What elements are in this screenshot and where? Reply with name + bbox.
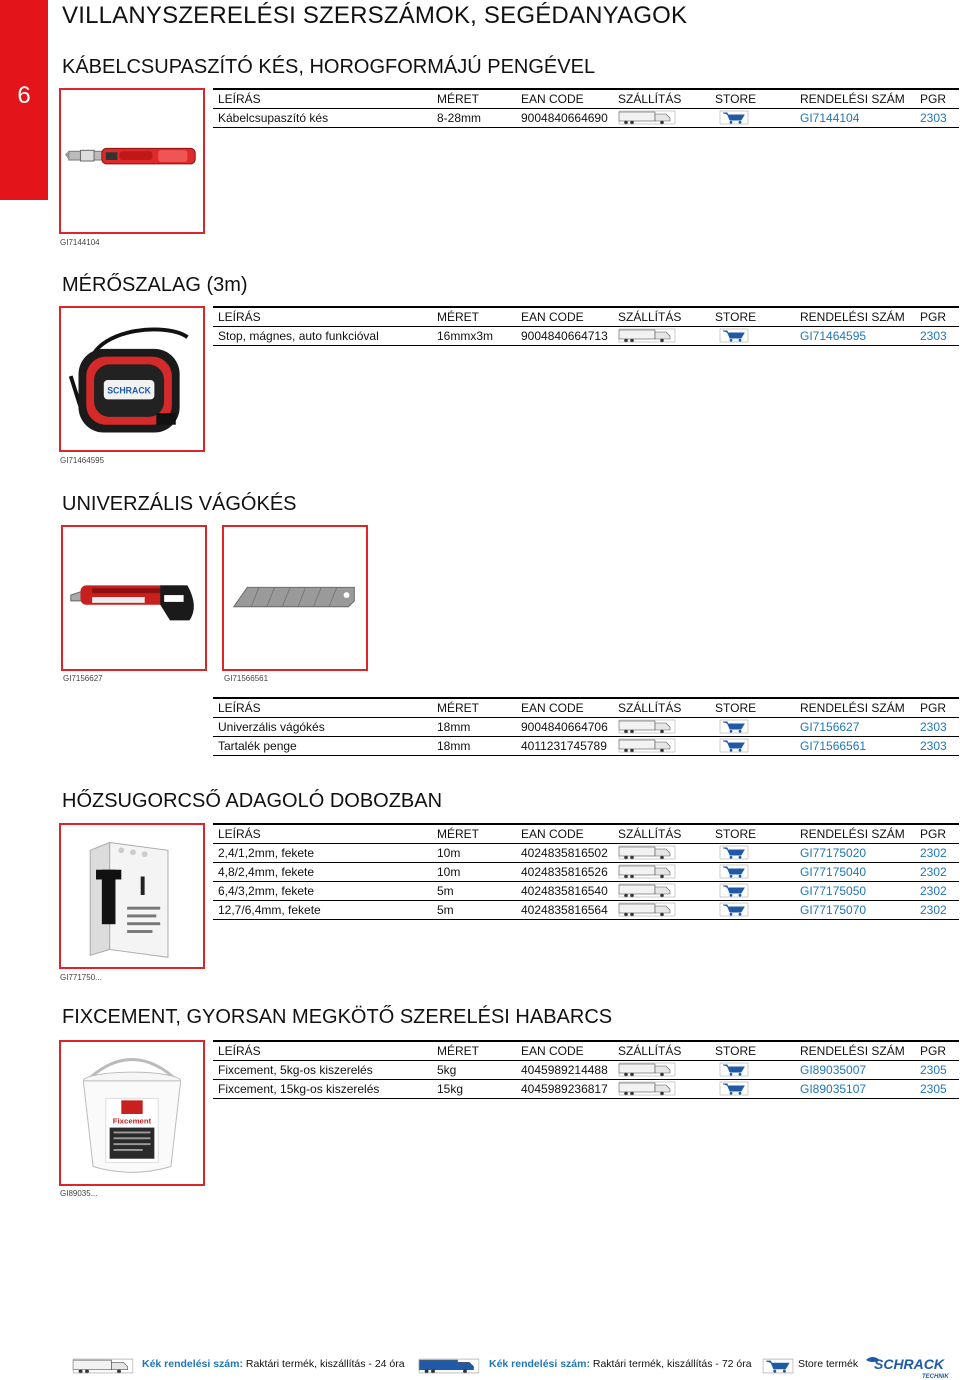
logo-text: SCHRACK: [874, 1356, 944, 1372]
delivery-truck-icon: [618, 864, 676, 879]
cell-size: 18mm: [432, 736, 516, 755]
page-number: 6: [17, 82, 31, 109]
cell-description: Stop, mágnes, auto funkcióval: [213, 326, 432, 345]
col-header-ean: EAN CODE: [516, 1041, 613, 1060]
cell-store: [710, 1060, 795, 1079]
legend-24h: [142, 1358, 405, 1370]
col-header-ean: EAN CODE: [516, 89, 613, 108]
table-header-row: [213, 89, 959, 108]
store-cart-icon: [719, 883, 749, 898]
cell-order-number[interactable]: GI71464595: [795, 326, 915, 345]
col-header-pgr: PGR: [915, 698, 959, 717]
cell-pgr: 2303: [915, 108, 959, 127]
col-header-order-number: RENDELÉSI SZÁM: [795, 698, 915, 717]
cell-order-number[interactable]: GI7144104: [795, 108, 915, 127]
cell-ean: 9004840664690: [516, 108, 613, 127]
store-cart-icon: [719, 328, 749, 343]
col-header-description: LEÍRÁS: [213, 307, 432, 326]
col-header-shipping: SZÁLLÍTÁS: [613, 1041, 710, 1060]
footer-legend: [0, 1352, 960, 1380]
delivery-truck-icon: [618, 719, 676, 734]
cell-description: 6,4/3,2mm, fekete: [213, 881, 432, 900]
section-title-utility-knife: UNIVERZÁLIS VÁGÓKÉS: [62, 493, 297, 515]
store-cart-icon: [719, 845, 749, 860]
page-number-tab: [0, 0, 48, 200]
col-header-ean: EAN CODE: [516, 824, 613, 843]
table-header-row: [213, 698, 959, 717]
product-table-fixcement: [213, 1040, 959, 1099]
delivery-truck-blue-icon: [416, 1358, 482, 1374]
col-header-shipping: SZÁLLÍTÁS: [613, 89, 710, 108]
product-image-spare-blade: [222, 525, 368, 671]
legend-text: Raktári termék, kiszállítás - 72 óra: [589, 1358, 752, 1370]
col-header-description: LEÍRÁS: [213, 824, 432, 843]
store-cart-icon: [719, 864, 749, 879]
col-header-pgr: PGR: [915, 89, 959, 108]
cell-ean: 4045989236817: [516, 1079, 613, 1098]
product-table-tape-measure: [213, 306, 959, 346]
col-header-shipping: SZÁLLÍTÁS: [613, 824, 710, 843]
store-cart-icon: [719, 902, 749, 917]
delivery-truck-icon: [618, 845, 676, 860]
logo-subtext: TECHNIK: [922, 1374, 949, 1380]
cell-store: [710, 1079, 795, 1098]
cell-description: 4,8/2,4mm, fekete: [213, 862, 432, 881]
cell-size: 16mmx3m: [432, 326, 516, 345]
col-header-size: MÉRET: [432, 698, 516, 717]
cell-shipping: [613, 881, 710, 900]
store-cart-icon: [719, 1081, 749, 1096]
col-header-store: STORE: [710, 307, 795, 326]
cell-ean: 9004840664713: [516, 326, 613, 345]
cell-store: [710, 881, 795, 900]
col-header-pgr: PGR: [915, 307, 959, 326]
section-title-fixcement: FIXCEMENT, GYORSAN MEGKÖTŐ SZERELÉSI HABARCS: [62, 1006, 613, 1028]
section-title-heat-shrink: HŐZSUGORCSŐ ADAGOLÓ DOBOZBAN: [62, 790, 443, 812]
delivery-truck-icon: [70, 1358, 136, 1374]
image-caption: GI71566561: [224, 674, 269, 683]
delivery-truck-icon: [618, 902, 676, 917]
cell-description: Tartalék penge: [213, 736, 432, 755]
cell-ean: 4024835816540: [516, 881, 613, 900]
section-title-cable-stripper: KÁBELCSUPASZÍTÓ KÉS, HOROGFORMÁJÚ PENGÉVEL: [62, 56, 596, 78]
store-cart-icon: [762, 1358, 794, 1374]
box-label: I: [138, 870, 147, 902]
image-caption: GI71464595: [60, 456, 105, 465]
legend-label: Kék rendelési szám:: [142, 1358, 243, 1370]
cell-ean: 4045989214488: [516, 1060, 613, 1079]
product-table-utility-knife: [213, 697, 959, 756]
cell-shipping: [613, 900, 710, 919]
cell-shipping: [613, 736, 710, 755]
cell-order-number[interactable]: GI77175070: [795, 900, 915, 919]
cell-ean: 9004840664706: [516, 717, 613, 736]
cell-ean: 4024835816564: [516, 900, 613, 919]
cell-store: [710, 843, 795, 862]
cell-pgr: 2303: [915, 326, 959, 345]
cell-store: [710, 717, 795, 736]
legend-store: Store termék: [798, 1358, 859, 1370]
table-row: [213, 736, 959, 755]
col-header-size: MÉRET: [432, 824, 516, 843]
cell-order-number[interactable]: GI89035007: [795, 1060, 915, 1079]
col-header-description: LEÍRÁS: [213, 89, 432, 108]
col-header-store: STORE: [710, 824, 795, 843]
cell-shipping: [613, 717, 710, 736]
cell-size: 10m: [432, 843, 516, 862]
product-table-heat-shrink: [213, 823, 959, 920]
table-row: [213, 1079, 959, 1098]
legend-72h: [489, 1358, 752, 1370]
col-header-order-number: RENDELÉSI SZÁM: [795, 89, 915, 108]
table-row: [213, 881, 959, 900]
cell-ean: 4011231745789: [516, 736, 613, 755]
cell-description: Fixcement, 5kg-os kiszerelés: [213, 1060, 432, 1079]
cell-order-number[interactable]: GI89035107: [795, 1079, 915, 1098]
table-row: [213, 1060, 959, 1079]
delivery-truck-icon: [618, 883, 676, 898]
cell-ean: 4024835816526: [516, 862, 613, 881]
cell-order-number[interactable]: GI71566561: [795, 736, 915, 755]
table-header-row: [213, 824, 959, 843]
col-header-shipping: SZÁLLÍTÁS: [613, 307, 710, 326]
delivery-truck-icon: [618, 1062, 676, 1077]
cell-shipping: [613, 108, 710, 127]
col-header-order-number: RENDELÉSI SZÁM: [795, 824, 915, 843]
store-cart-icon: [719, 719, 749, 734]
cell-store: [710, 736, 795, 755]
store-cart-icon: [719, 110, 749, 125]
legend-label: Kék rendelési szám:: [489, 1358, 590, 1370]
col-header-size: MÉRET: [432, 1041, 516, 1060]
col-header-size: MÉRET: [432, 89, 516, 108]
image-caption: GI771750...: [60, 973, 102, 982]
table-row: [213, 108, 959, 127]
cell-pgr: 2302: [915, 843, 959, 862]
col-header-pgr: PGR: [915, 824, 959, 843]
col-header-size: MÉRET: [432, 307, 516, 326]
col-header-store: STORE: [710, 89, 795, 108]
cell-store: [710, 108, 795, 127]
delivery-truck-icon: [618, 110, 676, 125]
cell-size: 10m: [432, 862, 516, 881]
table-row: [213, 717, 959, 736]
cell-order-number[interactable]: GI77175050: [795, 881, 915, 900]
cell-size: 18mm: [432, 717, 516, 736]
cell-size: 15kg: [432, 1079, 516, 1098]
cell-store: [710, 862, 795, 881]
cell-size: 8-28mm: [432, 108, 516, 127]
cell-description: 12,7/6,4mm, fekete: [213, 900, 432, 919]
cell-pgr: 2305: [915, 1079, 959, 1098]
product-table-cable-stripper: [213, 88, 959, 128]
table-header-row: [213, 307, 959, 326]
bucket-brand-label: Fixcement: [112, 1116, 152, 1126]
section-title-tape-measure: MÉRŐSZALAG (3m): [62, 274, 248, 296]
col-header-description: LEÍRÁS: [213, 1041, 432, 1060]
page-title: VILLANYSZERELÉSI SZERSZÁMOK, SEGÉDANYAGOK: [62, 2, 688, 29]
cell-pgr: 2303: [915, 736, 959, 755]
cell-shipping: [613, 843, 710, 862]
col-header-shipping: SZÁLLÍTÁS: [613, 698, 710, 717]
cell-description: 2,4/1,2mm, fekete: [213, 843, 432, 862]
col-header-order-number: RENDELÉSI SZÁM: [795, 307, 915, 326]
col-header-store: STORE: [710, 698, 795, 717]
col-header-ean: EAN CODE: [516, 307, 613, 326]
cell-pgr: 2303: [915, 717, 959, 736]
col-header-description: LEÍRÁS: [213, 698, 432, 717]
table-row: [213, 326, 959, 345]
image-caption: GI89035...: [60, 1189, 98, 1198]
cell-order-number[interactable]: GI77175040: [795, 862, 915, 881]
store-cart-icon: [719, 738, 749, 753]
product-image-tape-measure: [59, 306, 205, 452]
schrack-logo: [862, 1354, 952, 1380]
table-row: [213, 900, 959, 919]
image-caption: GI7144104: [60, 238, 100, 247]
col-header-pgr: PGR: [915, 1041, 959, 1060]
store-cart-icon: [719, 1062, 749, 1077]
product-image-fixcement-bucket: [59, 1040, 205, 1186]
cell-pgr: 2302: [915, 881, 959, 900]
cell-size: 5kg: [432, 1060, 516, 1079]
col-header-ean: EAN CODE: [516, 698, 613, 717]
cell-order-number[interactable]: GI7156627: [795, 717, 915, 736]
delivery-truck-icon: [618, 328, 676, 343]
col-header-store: STORE: [710, 1041, 795, 1060]
cell-description: Kábelcsupaszító kés: [213, 108, 432, 127]
cell-ean: 4024835816502: [516, 843, 613, 862]
image-caption: GI7156627: [63, 674, 103, 683]
cell-size: 5m: [432, 900, 516, 919]
table-row: [213, 862, 959, 881]
product-image-cable-stripper: [59, 88, 205, 234]
cell-description: Univerzális vágókés: [213, 717, 432, 736]
cell-shipping: [613, 1079, 710, 1098]
col-header-order-number: RENDELÉSI SZÁM: [795, 1041, 915, 1060]
cell-order-number[interactable]: GI77175020: [795, 843, 915, 862]
table-header-row: [213, 1041, 959, 1060]
product-image-utility-knife: [61, 525, 207, 671]
cell-shipping: [613, 862, 710, 881]
table-row: [213, 843, 959, 862]
legend-text: Raktári termék, kiszállítás - 24 óra: [242, 1358, 405, 1370]
cell-pgr: 2305: [915, 1060, 959, 1079]
tape-brand-label: SCHRACK: [107, 385, 151, 396]
cell-shipping: [613, 326, 710, 345]
cell-pgr: 2302: [915, 862, 959, 881]
cell-store: [710, 900, 795, 919]
product-image-heat-shrink-box: [59, 823, 205, 969]
cell-description: Fixcement, 15kg-os kiszerelés: [213, 1079, 432, 1098]
delivery-truck-icon: [618, 1081, 676, 1096]
cell-size: 5m: [432, 881, 516, 900]
cell-pgr: 2302: [915, 900, 959, 919]
delivery-truck-icon: [618, 738, 676, 753]
cell-store: [710, 326, 795, 345]
cell-shipping: [613, 1060, 710, 1079]
